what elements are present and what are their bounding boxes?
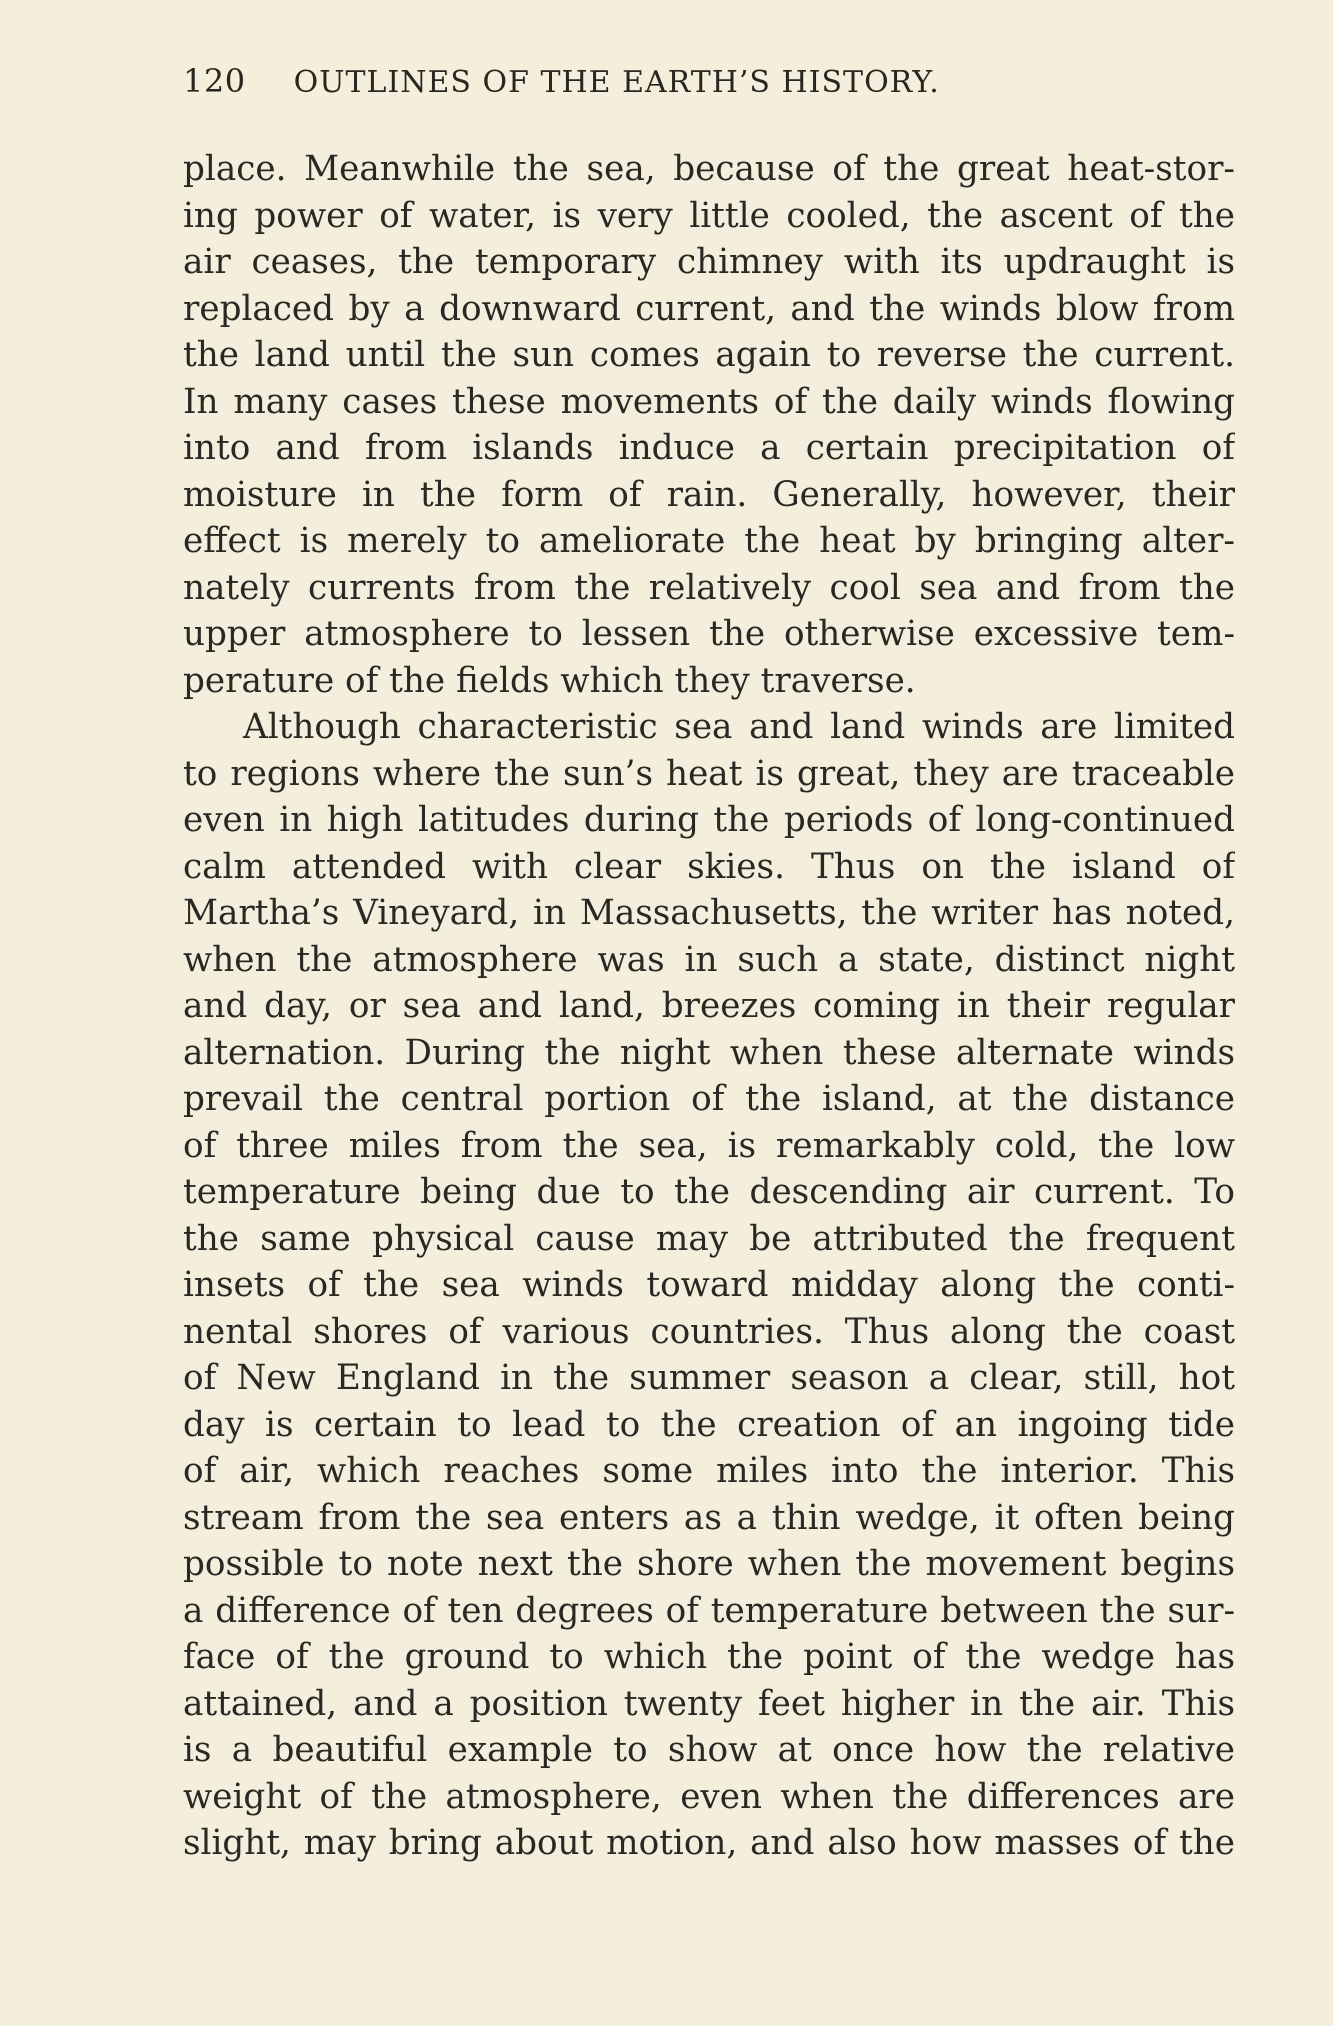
- text-line: air ceases, the temporary chimney with its updraught is: [183, 242, 1235, 282]
- paragraph-end-line: perature of the fields which they traverse.: [183, 660, 916, 701]
- text-line: alternation. During the night when these alternate winds: [183, 1032, 1235, 1073]
- text-line: prevail the central portion of the island, at the distance: [183, 1079, 1235, 1119]
- text-line: Martha’s Vineyard, in Massachusetts, the writer has noted,: [183, 893, 1235, 933]
- text-line: ing power of water, is very little cooled, the ascent of the: [183, 195, 1235, 236]
- paragraph-start-line: Although characteristic sea and land winds are limited: [243, 707, 1235, 747]
- text-line: stream from the sea enters as a thin wedge, it often being: [183, 1497, 1235, 1538]
- text-line: effect is merely to ameliorate the heat by bringing alter-: [183, 521, 1235, 561]
- text-line: a difference of ten degrees of temperature between the sur-: [183, 1590, 1235, 1631]
- text-line: even in high latitudes during the periods of long-continued: [183, 800, 1235, 840]
- text-line: upper atmosphere to lessen the otherwise excessive tem-: [183, 614, 1235, 654]
- text-line: into and from islands induce a certain precipitation of: [183, 428, 1235, 468]
- text-line: moisture in the form of rain. Generally, however, their: [183, 474, 1235, 515]
- text-line: calm attended with clear skies. Thus on the island of: [183, 846, 1235, 887]
- running-head: [183, 62, 1083, 110]
- text-line: of air, which reaches some miles into the interior. This: [183, 1451, 1235, 1491]
- text-line: the same physical cause may be attributed the frequent: [183, 1218, 1235, 1259]
- text-line: to regions where the sun’s heat is great, they are traceable: [183, 753, 1235, 794]
- text-line: when the atmosphere was in such a state, distinct night: [183, 939, 1235, 980]
- text-line: of New England in the summer season a clear, still, hot: [183, 1358, 1235, 1398]
- text-line: attained, and a position twenty feet higher in the air. This: [183, 1683, 1235, 1724]
- page-number: 120: [183, 62, 246, 100]
- text-line: place. Meanwhile the sea, because of the great heat-stor-: [183, 149, 1235, 189]
- text-line: insets of the sea winds toward midday along the conti-: [183, 1265, 1235, 1305]
- text-line: is a beautiful example to show at once how the relative: [183, 1730, 1235, 1770]
- text-line: weight of the atmosphere, even when the differences are: [183, 1776, 1235, 1817]
- text-line: day is certain to lead to the creation of an ingoing tide: [183, 1404, 1235, 1445]
- body-text: [183, 146, 1235, 1867]
- text-line: nental shores of various countries. Thus along the coast: [183, 1311, 1235, 1352]
- text-line: In many cases these movements of the daily winds flowing: [183, 381, 1235, 422]
- text-line: possible to note next the shore when the movement begins: [183, 1544, 1235, 1584]
- text-line: the land until the sun comes again to reverse the current.: [183, 335, 1235, 375]
- running-title: OUTLINES OF THE EARTH’S HISTORY.: [293, 65, 940, 100]
- text-line: temperature being due to the descending air current. To: [183, 1172, 1235, 1212]
- text-line: nately currents from the relatively cool sea and from the: [183, 567, 1235, 608]
- text-line: replaced by a downward current, and the winds blow from: [183, 288, 1235, 329]
- text-line: face of the ground to which the point of the wedge has: [183, 1637, 1235, 1677]
- text-line: slight, may bring about motion, and also how masses of the: [183, 1823, 1235, 1863]
- text-line: of three miles from the sea, is remarkably cold, the low: [183, 1125, 1235, 1166]
- text-line: and day, or sea and land, breezes coming in their regular: [183, 986, 1235, 1026]
